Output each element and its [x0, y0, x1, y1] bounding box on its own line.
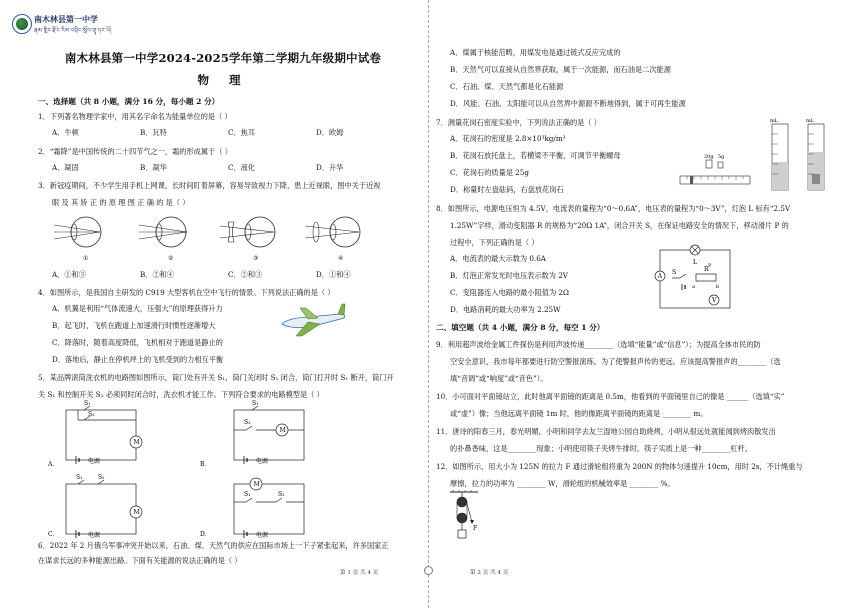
circuit-a	[66, 400, 142, 465]
question-7-option-b: B．花岗石放托盘上，若横梁不平衡，可调节平衡螺母	[450, 151, 621, 160]
question-7-option-c: C．花岗石的质量是 25g	[450, 168, 530, 177]
question-6-option-a: A．煤属于核能范畴，用煤发电是通过链式反应完成的	[450, 48, 621, 57]
question-2-option-a: A．凝固	[52, 163, 79, 172]
q8-lamp-label: L	[693, 259, 697, 266]
question-3-line-2: 眼 及 其 矫 正 的 原 理 图 正 确 的 是（ ）	[52, 198, 190, 207]
eye-figure-label-3: ③	[253, 255, 259, 262]
circuit-label-b: B．	[200, 461, 211, 468]
eye-figure-1	[54, 217, 101, 247]
question-6-option-d: D．风能、石油、太阳能可以从自然界中源源不断地得到，属于可再生能源	[450, 99, 686, 108]
question-1-option-a: A．牛顿	[52, 128, 79, 137]
question-2-stem: 2．“霜降”是中国传统的二十四节气之一，霜的形成属于（ ）	[38, 147, 232, 156]
question-4-stem: 4．如图所示，是我国自主研发的 C919 大型客机在空中飞行的情景。下列说法正确的是（ ）	[38, 288, 335, 297]
q8-slider-p: P	[708, 263, 712, 269]
q8-voltmeter-label: V	[712, 297, 717, 304]
question-1-option-b: B．瓦特	[140, 128, 167, 137]
circuit-diagrams	[48, 402, 428, 538]
question-6-option-b: B．天然气可以直接从自然界获取，属于一次能源，而石油是二次能源	[450, 65, 671, 74]
question-8-option-c: C．变阻器连入电路的最小阻值为 2Ω	[450, 288, 569, 297]
q8-rheostat-label: R	[704, 266, 709, 273]
question-3-option-b: B．②和④	[140, 270, 175, 279]
question-1-option-d: D．欧姆	[316, 128, 344, 137]
question-8-circuit	[652, 240, 742, 316]
circuit-c-s2: S₂	[98, 474, 105, 481]
eye-figure-4	[305, 217, 360, 247]
circuit-b-s2: S₂	[244, 419, 251, 426]
circuit-b-s1: S₁	[252, 400, 259, 407]
question-11-line-1: 11．唐诗的阳春三月，春光明媚，小明和同学去友兰湿地公园自助烧烤，小明从很远处就能闻到烤肉散发出	[436, 427, 776, 436]
question-6-line-1: 6．2022 年 2 月俄乌军事冲突开始以来，石油、煤、天然气的供应在国际市场上一下子紧张起来，许多国家正	[38, 541, 389, 550]
question-1-stem: 1．下列著名物理学家中，用其名字命名为能量单位的是（ ）	[38, 112, 232, 121]
circuit-d-power: 电源	[256, 532, 269, 539]
q12-weight-block	[458, 530, 466, 538]
page-fold-line	[428, 0, 429, 608]
question-8-option-b: B．灯泡正常发光时电压表示数为 2V	[450, 271, 568, 280]
circuit-a-power: 电源	[88, 458, 101, 465]
question-7-option-d: D．称量时左盘砝码，右盘放花岗石	[450, 185, 564, 194]
left-page	[0, 0, 428, 608]
question-9-line-2: 空安全意识，我市每年都要进行防空警报演练。为了使警报声传的更远，应该提高警报声的________（选	[450, 357, 781, 366]
question-8-option-d: D．电路消耗的最大功率为 2.25W	[450, 305, 561, 314]
circuit-b-motor: M	[279, 427, 286, 434]
question-7-option-a: A．花岗石的密度是 2.8×10³kg/m³	[450, 134, 566, 143]
question-10-line-2: 或“虚”）像；当他远离平面镜 1m 时，他的像距离平面镜的距离是 ________ m。	[450, 409, 708, 418]
circuit-c-motor: M	[133, 509, 140, 516]
weight-20g: 20g	[704, 154, 714, 160]
measuring-cylinder-1	[770, 118, 788, 190]
eye-figure-3	[220, 217, 275, 247]
exam-title: 南木林县第一中学2024-2025学年第二学期九年级期中试卷	[64, 51, 382, 65]
question-7-stem: 7．测量花岗石密度实验中，下列说法正确的是（ ）	[436, 118, 601, 127]
circuit-d	[234, 478, 304, 539]
question-4-option-d: D．落地后，静止在停机坪上的飞机受到的力相互平衡	[52, 355, 224, 364]
q12-force-label: F	[473, 525, 478, 532]
cylinder-unit-2: mL	[806, 118, 815, 124]
circuit-d-s1: S₁	[244, 491, 251, 498]
eye-figure-label-4: ④	[338, 255, 344, 262]
question-10-line-1: 10．小可面对平面镜站立，此时他离平面镜的距离是 0.5m，他看到的平面镜里自己的像是 ______（选填“实”	[436, 392, 785, 401]
airplane-image	[278, 300, 348, 340]
question-4-option-b: B．起飞时，飞机在跑道上加速滑行时惯性逐渐增大	[52, 321, 216, 330]
eye-figure-label-2: ②	[168, 255, 174, 262]
question-3-option-d: D．①和④	[316, 270, 351, 279]
question-12-line-1: 12．如图所示，用大小为 125N 的拉力 F 通过滑轮组将重为 200N 的物体匀速提升 10cm，用时 2s，不计绳重与	[436, 462, 803, 471]
exam-subject: 物 理	[197, 73, 249, 87]
question-6-line-2: 在谋求长远的多种能源出路。下面有关能源的说法正确的是（ ）	[38, 556, 242, 565]
question-12-line-2: 摩擦，拉力的功率为 ________ W，滑轮组的机械效率是 ________ %。	[450, 479, 675, 488]
q8-terminal-b: b	[716, 284, 720, 290]
page-number-right: 第 2 页 共 4 页	[470, 570, 509, 576]
circuit-label-a: A．	[48, 461, 59, 468]
page-number-left: 第 1 页 共 4 页	[340, 570, 379, 576]
cylinder-unit-1: mL	[770, 118, 779, 124]
density-experiment-figure	[680, 118, 850, 198]
question-9-line-3: 填“音调”或“响度”或“音色”）。	[450, 374, 548, 383]
question-3-option-c: C．②和③	[228, 270, 263, 279]
section-heading-choice: 一、选择题（共 8 小题，满分 16 分，每小题 2 分）	[38, 97, 220, 106]
question-2-option-d: D．升华	[316, 163, 344, 172]
question-4-option-a: A．机翼是利用“气体流速大，压强大”的原理获得升力	[52, 304, 223, 313]
q8-switch-label: S	[672, 269, 677, 276]
weight-5g: 5g	[718, 154, 725, 160]
question-5-line-1: 5．某品牌滚筒洗衣机的电路图如图所示，筒门处有开关 S₁，筒门关闭时 S₁ 闭合，筒门打开时 S₁ 断开，筒门开	[38, 373, 394, 382]
measuring-cylinder-2	[806, 118, 824, 190]
school-name: 南木林县第一中学	[34, 14, 98, 24]
school-name-tibetan: རྣམ་གླིང་རྫོང་རིམ་འབྲིང་སློབ་གྲྭ་དང་པོ།	[34, 28, 112, 34]
question-8-line-3: 过程中，下列正确的是（ ）	[450, 238, 539, 247]
circuit-d-s2: S₂	[278, 491, 285, 498]
eye-diagrams	[50, 212, 390, 262]
right-page	[430, 0, 860, 608]
question-2-option-b: B．凝华	[140, 163, 167, 172]
question-8-line-1: 8．如图所示，电源电压恒为 4.5V，电流表的量程为“0～0.6A”，电压表的量程为“0～3V”，灯泡 L 标有“2.5V	[436, 204, 791, 213]
question-3-option-a: A．①和③	[52, 270, 86, 279]
question-1-option-c: C．焦耳	[228, 128, 256, 137]
question-11-line-2: 的扑鼻香味，这是________现象；小明使用筷子夹烤牛排时，筷子实质上是一种________杠杆。	[450, 444, 752, 453]
circuit-c	[66, 474, 142, 539]
question-3-line-1: 3．新冠疫期间，不少学生用手机上网课，长时间盯着屏幕，容易导致视力下降，患上近视眼，图中关于近视	[38, 181, 381, 190]
section-heading-fill: 二、填空题（共 4 小题，满分 8 分，每空 1 分）	[436, 323, 605, 332]
pulley-figure	[448, 490, 488, 546]
circuit-c-s1: S₁	[76, 474, 83, 481]
circuit-d-motor: M	[253, 481, 260, 488]
q8-terminal-a: a	[692, 284, 695, 290]
eye-figure-label-1: ①	[83, 255, 89, 262]
question-4-option-c: C．降落时，随着高度降低，飞机相对于跑道是静止的	[52, 338, 223, 347]
eye-figure-2	[139, 217, 187, 247]
circuit-a-motor: M	[133, 439, 140, 446]
question-2-option-c: C．液化	[228, 163, 256, 172]
circuit-b-power: 电源	[256, 458, 269, 465]
question-6-option-c: C．石油、煤、天然气都是化石能源	[450, 82, 564, 91]
question-5-line-2: 关 S₁ 和控制开关 S₂ 必须同时闭合时，洗衣机才能工作。下列符合要求的电路模型是（ ）	[38, 390, 324, 399]
circuit-a-s2: S₂	[88, 411, 95, 418]
circuit-label-c: C．	[48, 531, 59, 538]
question-8-line-2: 1.25W”字样，滑动变阻器 R 的规格为“20Ω 1A”，闭合开关 S，在保证电路安全的情况下，移动滑片 P 的	[450, 221, 789, 230]
question-8-option-a: A．电流表的最大示数为 0.6A	[450, 254, 546, 263]
question-9-line-1: 9．利用超声波给金属工件探伤是利用声波传递________（选填“能量”或“信息”）；为提高全体市民的防	[436, 340, 761, 349]
q8-ammeter-label: A	[657, 273, 663, 280]
circuit-c-power: 电源	[88, 532, 101, 539]
circuit-a-s1: S₁	[84, 400, 91, 407]
circuit-b	[234, 400, 304, 465]
circuit-label-d: D．	[200, 531, 211, 538]
school-logo-icon	[12, 14, 32, 34]
